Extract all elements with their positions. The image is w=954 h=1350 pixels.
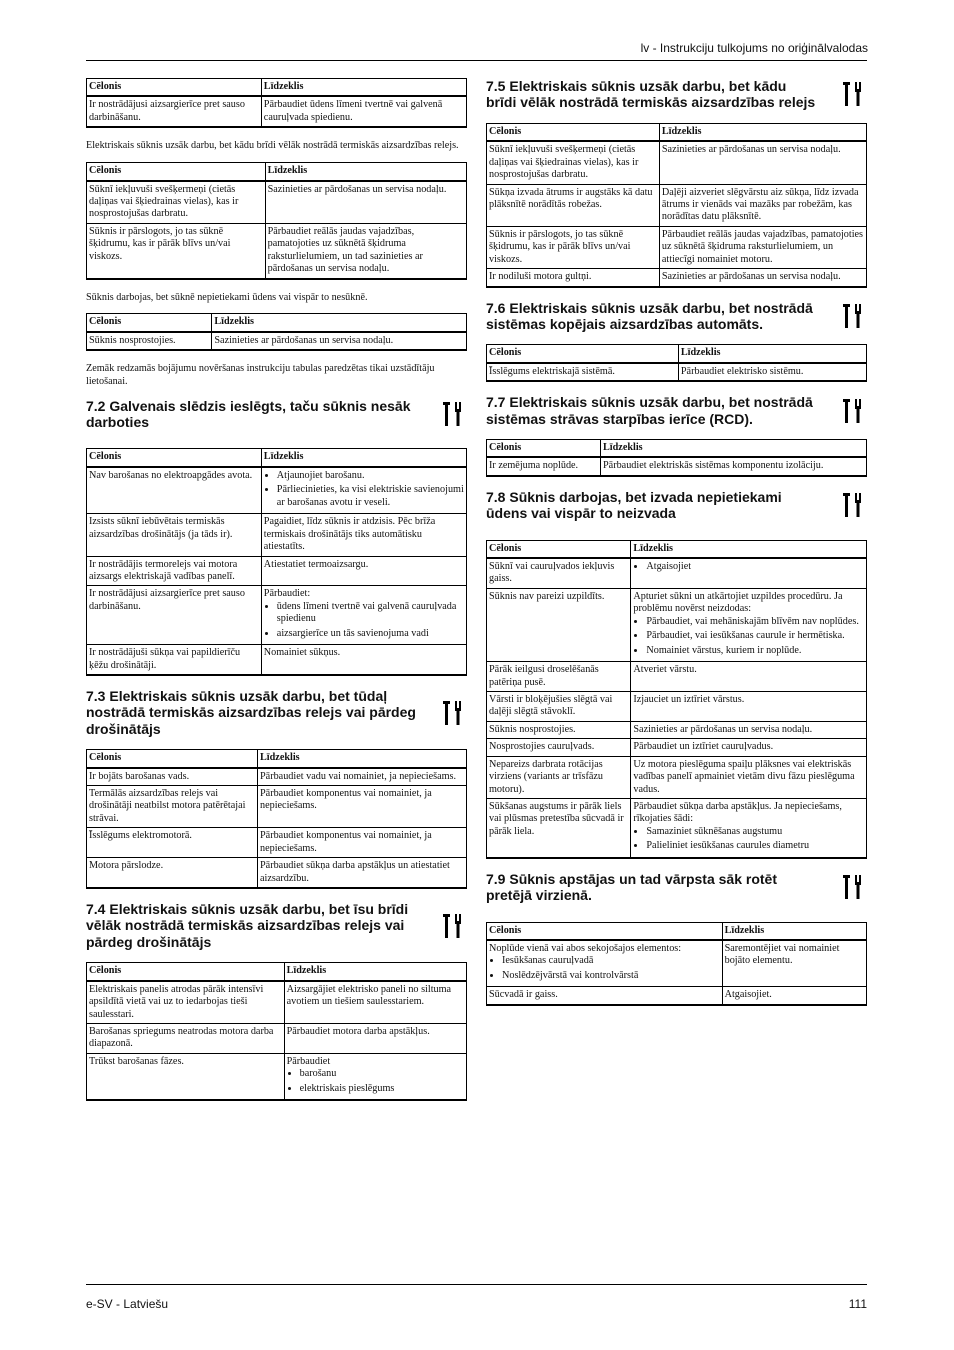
- table-7-4: [86, 962, 467, 1101]
- tools-icon: [443, 400, 461, 428]
- section-7-6-heading: [486, 300, 867, 333]
- col-header-cause: Cēlonis: [87, 79, 262, 97]
- remedy-cell: Pārbaudiet elektriskās sistēmas komponentu izolāciju.: [601, 457, 867, 475]
- table-row: [487, 269, 867, 287]
- remedy-cell: Pārbaudiet komponentus vai nomainiet, ja nepieciešams.: [258, 828, 467, 858]
- section-title: 7.6 Elektriskais sūknis uzsāk darbu, bet nostrādā sistēmas kopējais aizsardzības automāts.: [486, 299, 813, 332]
- cause-cell: Sūknis nosprostojies.: [487, 721, 631, 738]
- table-row: [87, 332, 467, 350]
- remedy-item: • Atjaunojiet barošanu.: [277, 470, 464, 482]
- remedy-item: • Palieliniet iesūkšanas caurules diametru: [646, 840, 864, 852]
- remedy-cell: Sazinieties ar pārdošanas un servisa nodaļu.: [212, 332, 467, 350]
- remedy-cell: Atiestatiet termoaizsargu.: [261, 556, 466, 586]
- table-7-9: [486, 922, 867, 1006]
- table-row: [487, 940, 867, 987]
- table-row: [487, 141, 867, 184]
- remedy-cell: [261, 467, 466, 514]
- remedy-item: • barošanu: [300, 1068, 464, 1080]
- table-row: [87, 1023, 467, 1053]
- remedy-intro: Pārbaudiet: [286, 1055, 331, 1067]
- table-7-3: [86, 749, 467, 889]
- cause-cell: Pārāk ieilgusi droselēšanās patēriņa pusē.: [487, 662, 631, 692]
- tools-icon: [843, 80, 861, 108]
- section-title: 7.3 Elektriskais sūknis uzsāk darbu, bet tūdaļ nostrādā termiskās aizsardzības relejs vai pārdeg drošinātājs: [86, 688, 416, 737]
- col-header-remedy: Līdzeklis: [258, 750, 467, 768]
- remedy-item: • Atgaisojiet: [646, 561, 864, 573]
- table-row: [487, 721, 867, 738]
- table-row: [487, 799, 867, 858]
- cause-cell: Sūcvadā ir gaiss.: [487, 987, 723, 1005]
- section-7-4-heading: [86, 901, 467, 950]
- remedy-cell: Nomainiet sūkņus.: [261, 645, 466, 675]
- cause-cell: Sūknī vai cauruļvados iekļuvis gaiss.: [487, 558, 631, 588]
- remedy-item: • Pārbaudiet, vai mehāniskajām blīvēm nav noplūdes.: [646, 616, 864, 628]
- remedy-cell: Pārbaudiet motora darba apstākļus.: [284, 1023, 466, 1053]
- cause-cell: Sūknis nosprostojies.: [87, 332, 212, 350]
- cause-cell: Elektriskais panelis atrodas pārāk intensīvi apsildītā vietā vai uz to iedarbojas tieši saulesstari.: [87, 981, 285, 1024]
- remedy-intro: Apturiet sūkni un atkārtojiet uzpildes procedūru. Ja problēmu novērst neizdodas:: [633, 590, 843, 615]
- section-7-3-heading: [86, 688, 467, 737]
- cause-cell: Trūkst barošanas fāzes.: [87, 1053, 285, 1100]
- section-title: 7.8 Sūknis darbojas, bet izvada nepietiekami ūdens vai vispār to neizvada: [486, 488, 782, 522]
- tools-icon: [843, 873, 861, 901]
- remedy-cell: [631, 558, 867, 588]
- table-row: [87, 181, 467, 224]
- section-7-5-heading: [486, 78, 867, 111]
- table-7-2: [86, 448, 467, 676]
- table-thermal: [86, 162, 467, 280]
- table-row: [487, 739, 867, 756]
- table-dry-run: [86, 78, 467, 128]
- col-header-remedy: Līdzeklis: [261, 449, 466, 467]
- section-title: 7.7 Elektriskais sūknis uzsāk darbu, bet nostrādā sistēmas strāvas starpības ierīce (RCD).: [486, 394, 813, 427]
- paragraph-installers: Zemāk redzamās bojājumu novēršanas instrukciju tabulas paredzētas tikai uzstādītāju lietošanai.: [86, 363, 435, 387]
- tools-icon: [843, 491, 861, 519]
- cause-cell: Motora pārslodze.: [87, 858, 258, 888]
- cause-cell: Nepareizs darbrata rotācijas virziens (variants ar trīsfāzu motoru).: [487, 756, 631, 798]
- col-header-cause: Cēlonis: [87, 750, 258, 768]
- section-title: 7.5 Elektriskais sūknis uzsāk darbu, bet kādu brīdi vēlāk nostrādā termiskās aizsardzības relejs: [486, 78, 816, 111]
- remedy-cell: Pārbaudiet komponentus vai nomainiet, ja nepieciešams.: [258, 786, 467, 828]
- section-title: 7.4 Elektriskais sūknis uzsāk darbu, bet īsu brīdi vēlāk nostrādā termiskās aizsardzības relejs vai pārdeg drošinātājs: [86, 901, 409, 950]
- table-row: [87, 858, 467, 888]
- table-row: [487, 558, 867, 588]
- remedy-cell: Pārbaudiet ūdens līmeni tvertnē vai galvenā cauruļvada spiedienu.: [261, 96, 466, 127]
- table-row: [487, 691, 867, 721]
- col-header-remedy: Līdzeklis: [284, 963, 466, 981]
- paragraph-no-water: Sūknis darbojas, bet sūknē nepietiekami ūdens vai vispār to nesūknē.: [86, 291, 368, 303]
- table-row: [87, 467, 467, 514]
- page-number: 111: [848, 1297, 867, 1311]
- remedy-cell: [631, 588, 867, 661]
- col-header-cause: Cēlonis: [87, 314, 212, 332]
- section-7-2-heading: [86, 398, 467, 431]
- remedy-cell: Atveriet vārstu.: [631, 662, 867, 692]
- cause-cell: Nav barošanas no elektroapgādes avota.: [87, 467, 262, 514]
- remedy-cell: Saremontējiet vai nomainiet bojāto elementu.: [722, 940, 866, 987]
- table-no-water: [86, 313, 467, 351]
- header-rule: [86, 60, 867, 61]
- section-7-7-heading: [486, 394, 867, 427]
- remedy-item: • elektriskais pieslēgums: [300, 1083, 464, 1095]
- remedy-intro: Pārbaudiet sūkņa darba apstākļus. Ja nepieciešams, rīkojaties šādi:: [633, 801, 842, 825]
- section-7-8-heading: [486, 489, 867, 522]
- paragraph-thermal: Elektriskais sūknis uzsāk darbu, bet kādu brīdi vēlāk nostrādā termiskās aizsardzības relejs.: [86, 140, 459, 152]
- table-row: [87, 645, 467, 675]
- cause-cell: [487, 940, 723, 987]
- remedy-cell: Izjauciet un iztīriet vārstus.: [631, 691, 867, 721]
- table-row: [87, 556, 467, 586]
- col-header-remedy: Līdzeklis: [212, 314, 467, 332]
- cause-cell: Īsslēgums elektriskajā sistēmā.: [487, 363, 679, 381]
- cause-cell: Sūknis nav pareizi uzpildīts.: [487, 588, 631, 661]
- remedy-item: • Pārbaudiet, vai iesūkšanas caurule ir hermētiska.: [646, 630, 864, 642]
- cause-cell: Ir zemējuma noplūde.: [487, 457, 601, 475]
- remedy-cell: Sazinieties ar pārdošanas un servisa nodaļu.: [659, 141, 866, 184]
- cause-cell: Ir nostrādājusi aizsargierīce pret sauso darbināšanu.: [87, 586, 262, 645]
- remedy-item: • aizsargierīce un tās savienojuma vadi: [277, 628, 464, 640]
- table-7-7: [486, 439, 867, 477]
- col-header-remedy: Līdzeklis: [631, 540, 867, 558]
- col-header-remedy: Līdzeklis: [659, 123, 866, 141]
- cause-cell: Vārsti ir bloķējušies slēgtā vai daļēji slēgtā stāvoklī.: [487, 691, 631, 721]
- remedy-item: • Samaziniet sūknēšanas augstumu: [646, 826, 864, 838]
- remedy-cell: Pārbaudiet reālās jaudas vajadzības, pamatojoties uz sūknētā šķidruma raksturlielumiem, un tad sazinieties ar pārdošanas un servisa nodaļu.: [265, 223, 466, 278]
- remedy-cell: Daļēji aizveriet slēgvārstu aiz sūkņa, līdz izvada ātrums ir vienāds vai mazāks par robežām, kas norādītas datu plāksnītē.: [659, 184, 866, 226]
- tools-icon: [843, 302, 861, 330]
- remedy-cell: Sazinieties ar pārdošanas un servisa nodaļu.: [659, 269, 866, 287]
- cause-cell: Īsslēgums elektromotorā.: [87, 828, 258, 858]
- col-header-cause: Cēlonis: [487, 922, 723, 940]
- table-7-5: [486, 123, 867, 288]
- remedy-cell: Aizsargājiet elektrisko paneli no siltuma avotiem un tiešiem saulesstariem.: [284, 981, 466, 1024]
- cause-cell: Sūknis ir pārslogots, jo tas sūknē šķidrumu, kas ir pārāk blīvs un/vai viskozs.: [87, 223, 266, 278]
- table-row: [487, 457, 867, 475]
- remedy-cell: [284, 1053, 466, 1100]
- table-row: [87, 768, 467, 786]
- section-7-9-heading: [486, 871, 867, 904]
- remedy-cell: [631, 799, 867, 858]
- cause-cell: Sūknī iekļuvuši svešķermeņi (cietās daļiņas vai šķiedrainas vielas), kas ir nosprostojušas darbratu.: [87, 181, 266, 224]
- tools-icon: [843, 397, 861, 425]
- table-row: [487, 184, 867, 226]
- cause-cell: Termālās aizsardzības relejs vai drošinātāji neatbilst motora patērētajai strāvai.: [87, 786, 258, 828]
- left-column: [86, 78, 467, 1113]
- remedy-cell: Pārbaudiet elektrisko sistēmu.: [678, 363, 866, 381]
- section-title: 7.9 Sūknis apstājas un tad vārpsta sāk rotēt pretējā virzienā.: [486, 870, 778, 904]
- cause-item: • Noslēdzējvārstā vai kontrolvārstā: [502, 970, 720, 982]
- remedy-cell: Sazinieties ar pārdošanas un servisa nodaļu.: [265, 181, 466, 224]
- table-row: [487, 588, 867, 661]
- table-7-8: [486, 540, 867, 859]
- remedy-cell: Pārbaudiet sūkņa darba apstākļus un atiestatiet aizsardzību.: [258, 858, 467, 888]
- table-row: [87, 1053, 467, 1100]
- remedy-cell: Sazinieties ar pārdošanas un servisa nodaļu.: [631, 721, 867, 738]
- remedy-item: • Pārliecinieties, ka visi elektriskie savienojumi ar barošanas avotu ir veseli.: [277, 484, 464, 509]
- section-title: 7.2 Galvenais slēdzis ieslēgts, taču sūknis nesāk darboties: [86, 397, 411, 431]
- remedy-cell: Uz motora pieslēguma spaiļu plāksnes vai elektriskās vadības panelī apmainiet vietām divu fāzu pieslēguma vadus.: [631, 756, 867, 798]
- col-header-remedy: Līdzeklis: [601, 439, 867, 457]
- table-row: [487, 363, 867, 381]
- table-row: [87, 96, 467, 127]
- page-header-title: lv - Instrukciju tulkojums no oriģinālvalodas: [640, 41, 868, 55]
- remedy-item: • Nomainiet vārstus, kuriem ir noplūde.: [646, 645, 864, 657]
- table-row: [487, 662, 867, 692]
- table-row: [487, 226, 867, 268]
- col-header-remedy: Līdzeklis: [722, 922, 866, 940]
- col-header-cause: Cēlonis: [487, 439, 601, 457]
- tools-icon: [443, 912, 461, 940]
- cause-cell: Ir bojāts barošanas vads.: [87, 768, 258, 786]
- col-header-cause: Cēlonis: [487, 345, 679, 363]
- remedy-cell: Pārbaudiet reālās jaudas vajadzības, pamatojoties uz sūknētā šķidruma raksturlielumiem, un attiecīgi nomainiet motoru.: [659, 226, 866, 268]
- table-row: [87, 586, 467, 645]
- remedy-cell: [261, 586, 466, 645]
- table-row: [87, 981, 467, 1024]
- cause-intro: Noplūde vienā vai abos sekojošajos elementos:: [489, 942, 682, 954]
- right-column: [486, 78, 867, 1018]
- remedy-intro: Pārbaudiet:: [263, 588, 311, 600]
- cause-item: • Iesūkšanas cauruļvadā: [502, 955, 720, 967]
- col-header-cause: Cēlonis: [487, 123, 660, 141]
- col-header-remedy: Līdzeklis: [678, 345, 866, 363]
- cause-cell: Izsists sūknī iebūvētais termiskās aizsardzības drošinātājs (ja tāds ir).: [87, 514, 262, 556]
- remedy-cell: Atgaisojiet.: [722, 987, 866, 1005]
- footer-product: e-SV - Latviešu: [86, 1297, 169, 1311]
- cause-cell: Sūkšanas augstums ir pārāk liels vai plūsmas pretestība sūcvadā ir pārāk liela.: [487, 799, 631, 858]
- col-header-cause: Cēlonis: [87, 449, 262, 467]
- table-row: [487, 987, 867, 1005]
- table-row: [87, 828, 467, 858]
- cause-cell: Ir nostrādājis termorelejs vai motora aizsargs elektriskajā vadības panelī.: [87, 556, 262, 586]
- tools-icon: [443, 699, 461, 727]
- table-row: [487, 756, 867, 798]
- col-header-cause: Cēlonis: [87, 963, 285, 981]
- col-header-remedy: Līdzeklis: [265, 163, 466, 181]
- cause-cell: Sūknis ir pārslogots, jo tas sūknē šķidrumu, kas ir pārāk blīvs un/vai viskozs.: [487, 226, 660, 268]
- table-7-6: [486, 344, 867, 382]
- remedy-cell: Pārbaudiet un iztīriet cauruļvadus.: [631, 739, 867, 756]
- cause-cell: Ir nostrādājuši sūkņa vai papildierīču ķēžu drošinātāji.: [87, 645, 262, 675]
- cause-cell: Sūkņa izvada ātrums ir augstāks kā datu plāksnītē norādītās robežas.: [487, 184, 660, 226]
- col-header-remedy: Līdzeklis: [261, 79, 466, 97]
- cause-cell: Ir nostrādājusi aizsargierīce pret sauso darbināšanu.: [87, 96, 262, 127]
- footer-rule: [86, 1284, 867, 1285]
- table-row: [87, 514, 467, 556]
- cause-cell: Ir nodiluši motora gultņi.: [487, 269, 660, 287]
- table-row: [87, 786, 467, 828]
- remedy-cell: Pārbaudiet vadu vai nomainiet, ja nepieciešams.: [258, 768, 467, 786]
- cause-cell: Barošanas spriegums neatrodas motora darba diapazonā.: [87, 1023, 285, 1053]
- table-row: [87, 223, 467, 278]
- remedy-item: • ūdens līmeni tvertnē vai galvenā cauruļvada spiedienu: [277, 601, 464, 626]
- col-header-cause: Cēlonis: [87, 163, 266, 181]
- col-header-cause: Cēlonis: [487, 540, 631, 558]
- cause-cell: Sūknī iekļuvuši svešķermeņi (cietās daļiņas vai šķiedrainas vielas), kas ir nosprostojušas darbratu.: [487, 141, 660, 184]
- cause-cell: Nosprostojies cauruļvads.: [487, 739, 631, 756]
- remedy-cell: Pagaidiet, līdz sūknis ir atdzisis. Pēc brīža termiskais drošinātājs tiks automātisku atiestatīts.: [261, 514, 466, 556]
